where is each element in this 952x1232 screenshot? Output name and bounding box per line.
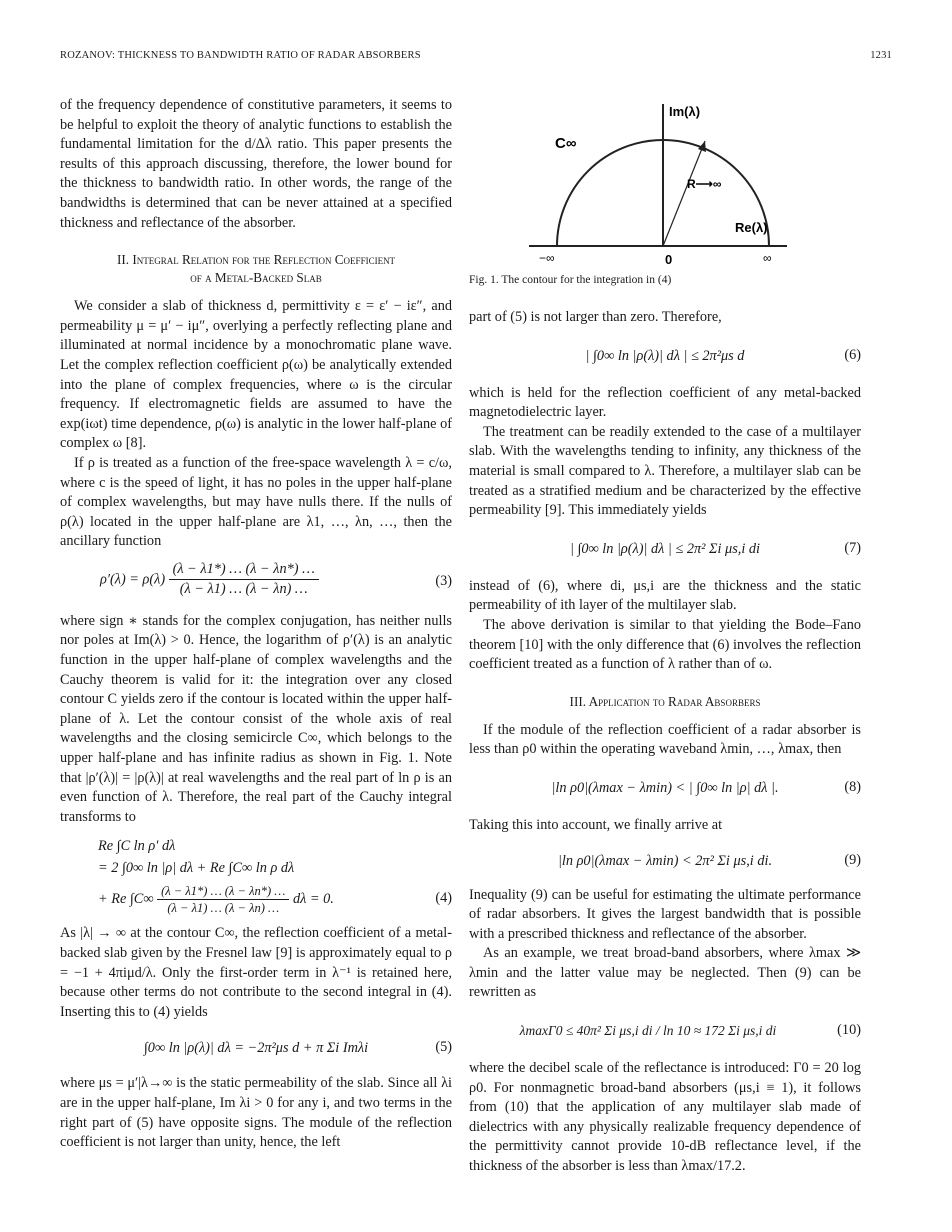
left-column [60, 96, 452, 1153]
eq4-line1: Re ∫C ln ρ′ dλ [98, 838, 176, 855]
radius-arrow [663, 141, 705, 246]
eq4-line3 [98, 883, 452, 916]
paragraph: We consider a slab of thickness d, permittivity ε = ε′ − iε″, and permeability μ = μ′ − iμ″, overlying a perfectly reflecting plane and illuminated at normal incidence by a monochromatic plane wave. Let the complex reflection coefficient ρ(ω) be analytically extended into the plane of complex frequencies, where ω is the circular frequency. If electromagnetic fields are assumed to have the exp(iωt) time dependence, ρ(ω) is analytic in the lower half-plane of complex ω [8]. [60, 298, 452, 452]
label-minus-infinity: −∞ [539, 251, 555, 265]
page-number: 1231 [870, 50, 892, 61]
running-title: ROZANOV: THICKNESS TO BANDWIDTH RATIO OF RADAR ABSORBERS [60, 50, 421, 61]
equation-7 [469, 529, 861, 569]
label-origin: 0 [665, 252, 673, 267]
equation-8 [469, 768, 861, 808]
eq3-numerator: (λ − λ1*) … (λ − λn*) … [169, 560, 319, 581]
eq4-line2: = 2 ∫0∞ ln |ρ| dλ + Re ∫C∞ ln ρ dλ [98, 860, 295, 877]
paragraph: If the module of the reflection coefficient of a radar absorber is less than ρ0 within the operating waveband λmin, …, λmax, then [469, 721, 861, 758]
eq3-denominator: (λ − λ1) … (λ − λn) … [179, 581, 308, 598]
label-c-infinity: C∞ [555, 135, 577, 152]
paragraph: which is held for the reflection coefficient of any metal-backed magnetodielectric layer. [469, 384, 861, 421]
eq8-number: (8) [844, 779, 861, 796]
equation-6 [469, 336, 861, 376]
equation-4 [98, 835, 452, 916]
eq10-number: (10) [837, 1022, 861, 1039]
eq9-number: (9) [844, 851, 861, 868]
figure-1 [469, 96, 861, 296]
paragraph: As an example, we treat broad-band absorbers, where λmax ≫ λmin and the latter value may be neglected. Then (9) can be rewritten as [469, 945, 861, 1001]
equation-3 [60, 560, 452, 604]
contour-diagram [469, 96, 861, 271]
paragraph: instead of (6), where di, μs,i are the thickness and the static permeability of ith layer of the multilayer slab. [469, 577, 861, 614]
equation-10 [469, 1011, 861, 1051]
eq10-body: λmaxΓ0 ≤ 40π² Σi μs,i di / ln 10 ≈ 172 Σi μs,i di [519, 1023, 777, 1039]
label-re: Re(λ) [735, 220, 768, 235]
eq6-body: | ∫0∞ ln |ρ(λ)| dλ | ≤ 2π²μs d [585, 347, 745, 364]
paragraph: Inequality (9) can be useful for estimating the ultimate performance of radar absorbers. It gives the largest bandwidth that is possible with a prescribed thickness and reflectance of the absorber. [469, 886, 861, 942]
eq5-number: (5) [435, 1039, 452, 1056]
figure-1-caption: Fig. 1. The contour for the integration in (4) [469, 274, 672, 286]
paragraph: The treatment can be readily extended to the case of a multilayer slab. With the wavelengths tending to infinity, any thickness of the material is small compared to λ. Therefore, a multilayer slab can be treated as a stratified medium and be characterized by the effective permeability [9]. This immediately yields [469, 423, 861, 519]
section-2-title-line1: II. Integral Relation for the Reflection Coefficient [116, 252, 396, 268]
paragraph: where μs = μ′|λ→∞ is the static permeability of the slab. Since all λi are in the upper half-plane, Im λi > 0 for any i, and two terms in the right part of (5) have opposite signs. The module of the reflection coefficient is not larger than unity, hence, the left [60, 1075, 452, 1151]
label-radius: R⟶∞ [687, 177, 722, 191]
eq4-denominator: (λ − λ1) … (λ − λn) … [167, 901, 280, 916]
eq4-numerator: (λ − λ1*) … (λ − λn*) … [157, 883, 289, 900]
label-im: Im(λ) [669, 104, 701, 119]
eq4-number: (4) [435, 890, 452, 907]
eq5-body: ∫0∞ ln |ρ(λ)| dλ = −2π²μs d + π Σi Imλi [143, 1040, 369, 1057]
right-column [469, 308, 861, 1177]
eq7-number: (7) [844, 539, 861, 556]
eq3-number: (3) [435, 573, 452, 590]
eq4-fraction [157, 883, 289, 916]
paragraph: If ρ is treated as a function of the free-space wavelength λ = c/ω, where c is the speed of light, it has no poles in the upper half-plane of complex wavelengths, but may have nulls there. If the nulls of ρ(λ) located in the upper half-plane are λ1, …, λn, …, then the ancillary function [60, 454, 452, 550]
paragraph: part of (5) is not larger than zero. Therefore, [469, 309, 722, 325]
paragraph-intro: of the frequency dependence of constitutive parameters, it seems to be helpful to exploit the theory of analytic functions to establish the fundamental limitation for the d/Δλ ratio. This paper presents the results of this approach discussing, therefore, the lower bound for the thickness to bandwidth ratio. In other words, the range of the bandwidths is determined that can be never attained at a specified thickness and reflectance of the absorber. [60, 97, 452, 231]
eq6-number: (6) [844, 346, 861, 363]
section-3-title: III. Application to Radar Absorbers [569, 693, 761, 709]
running-header [60, 50, 892, 66]
eq4-line3-prefix: + Re ∫C∞ [98, 891, 154, 908]
paragraph: Taking this into account, we finally arrive at [469, 816, 723, 833]
equation-5 [60, 1030, 452, 1066]
paragraph: where sign ∗ stands for the complex conjugation, has neither nulls nor poles at Im(λ) > 0. Hence, the logarithm of ρ′(λ) is an analytic function in the upper half-plane of complex wavelengths and the Cauchy theorem is valid for it: the integration over any closed contour C yields zero if the contour is located within the upper half-plane of λ. Let the contour consist of the whole axis of real wavelengths and the closing semicircle C∞, which belongs to the upper half-plane and has infinite radius as shown in Fig. 1. Note that |ρ′(λ)| = |ρ(λ)| at real wavelengths and the real part of ln ρ is an even function of λ. Therefore, the real part of the Cauchy integral transforms to [60, 612, 452, 825]
eq9-body: |ln ρ0|(λmax − λmin) < 2π² Σi μs,i di. [557, 852, 773, 869]
eq8-body: |ln ρ0|(λmax − λmin) < | ∫0∞ ln |ρ| dλ |. [551, 779, 779, 796]
equation-9 [469, 844, 861, 878]
section-3-heading [469, 693, 861, 711]
eq4-line3-suffix: dλ = 0. [292, 891, 334, 908]
paragraph: As |λ| → ∞ at the contour C∞, the reflection coefficient of a metal-backed slab given by the Fresnel law [9] is approximately equal to ρ = −1 + 4πiμd/λ. Only the first-order term in λ⁻¹ is retained here, because other terms do not contribute to the second integral in (4). Inserting this to (4) yields [60, 925, 452, 1020]
section-2-heading [60, 251, 452, 287]
section-2-title-line2: of a Metal-Backed Slab [190, 270, 322, 286]
eq3-lhs: ρ′(λ) = ρ(λ) [100, 571, 166, 588]
paragraph: The above derivation is similar to that yielding the Bode–Fano theorem [10] with the only difference that (6) involves the reflection coefficient treated as a function of λ rather than of ω. [469, 616, 861, 673]
eq3-fraction [169, 560, 319, 600]
eq7-body: | ∫0∞ ln |ρ(λ)| dλ | ≤ 2π² Σi μs,i di [569, 540, 761, 557]
paragraph: where the decibel scale of the reflectance is introduced: Γ0 = 20 log ρ0. For nonmagnetic broad-band absorbers (μs,i ≡ 1), it follows from (10) that the application of any multilayer slab made of dielectrics with any physically realizable frequency dependence of the permittivity cannot provide 10-dB reflectance level, if the thickness of the absorber is less than λmax/17.2. [469, 1060, 861, 1175]
label-plus-infinity: ∞ [763, 251, 772, 265]
